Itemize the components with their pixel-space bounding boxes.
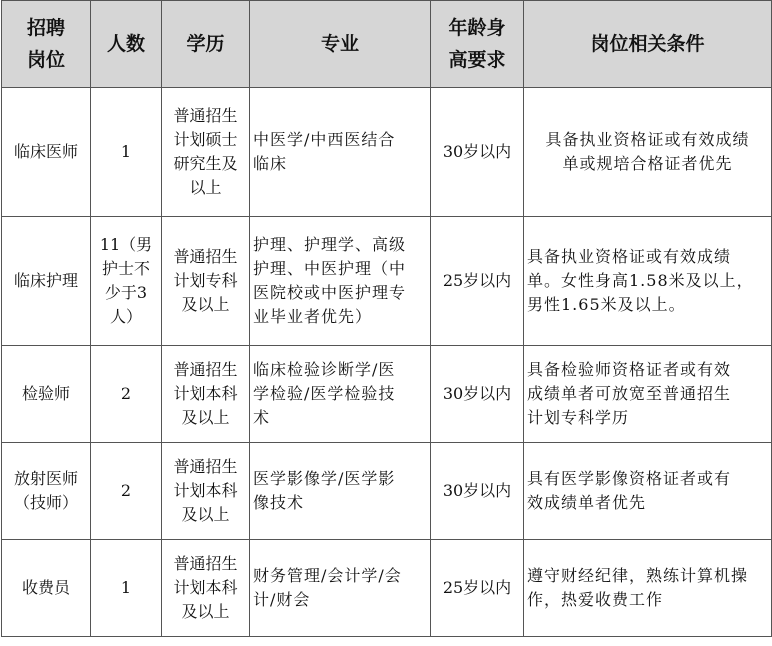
header-major: 专业 bbox=[250, 1, 431, 88]
header-education: 学历 bbox=[162, 1, 250, 88]
cell-conditions: 具备执业资格证或有效成绩 单或规培合格证者优先 bbox=[524, 88, 772, 217]
cell-age-height: 30岁以内 bbox=[431, 346, 524, 443]
cell-major: 中医学/中西医结合 临床 bbox=[250, 88, 431, 217]
cell-position: 放射医师 （技师） bbox=[2, 443, 91, 540]
cell-major: 临床检验诊断学/医 学检验/医学检验技 术 bbox=[250, 346, 431, 443]
cell-education: 普通招生 计划本科 及以上 bbox=[162, 540, 250, 637]
cell-age-height: 30岁以内 bbox=[431, 88, 524, 217]
cell-education: 普通招生 计划本科 及以上 bbox=[162, 346, 250, 443]
cell-age-height: 30岁以内 bbox=[431, 443, 524, 540]
cell-position: 收费员 bbox=[2, 540, 91, 637]
cell-conditions: 遵守财经纪律，熟练计算机操 作，热爱收费工作 bbox=[524, 540, 772, 637]
table-row bbox=[2, 540, 772, 637]
cell-major: 财务管理/会计学/会 计/财会 bbox=[250, 540, 431, 637]
recruitment-table bbox=[1, 0, 772, 637]
header-conditions: 岗位相关条件 bbox=[524, 1, 772, 88]
header-count: 人数 bbox=[91, 1, 162, 88]
cell-conditions: 具备检验师资格证者或有效 成绩单者可放宽至普通招生 计划专科学历 bbox=[524, 346, 772, 443]
cell-count: 2 bbox=[91, 443, 162, 540]
table-header-row bbox=[2, 1, 772, 88]
cell-major: 医学影像学/医学影 像技术 bbox=[250, 443, 431, 540]
cell-age-height: 25岁以内 bbox=[431, 540, 524, 637]
cell-age-height: 25岁以内 bbox=[431, 217, 524, 346]
cell-count: 1 bbox=[91, 88, 162, 217]
cell-conditions: 具有医学影像资格证者或有 效成绩单者优先 bbox=[524, 443, 772, 540]
cell-education: 普通招生 计划硕士 研究生及 以上 bbox=[162, 88, 250, 217]
cell-education: 普通招生 计划本科 及以上 bbox=[162, 443, 250, 540]
header-position: 招聘 岗位 bbox=[2, 1, 91, 88]
cell-position: 临床医师 bbox=[2, 88, 91, 217]
cell-position: 检验师 bbox=[2, 346, 91, 443]
cell-position: 临床护理 bbox=[2, 217, 91, 346]
table-row bbox=[2, 443, 772, 540]
cell-count: 11（男 护士不 少于3 人） bbox=[91, 217, 162, 346]
table-row bbox=[2, 346, 772, 443]
table-row bbox=[2, 217, 772, 346]
cell-education: 普通招生 计划专科 及以上 bbox=[162, 217, 250, 346]
header-age-height: 年龄身 高要求 bbox=[431, 1, 524, 88]
cell-major: 护理、护理学、高级 护理、中医护理（中 医院校或中医护理专 业毕业者优先） bbox=[250, 217, 431, 346]
cell-count: 2 bbox=[91, 346, 162, 443]
cell-conditions: 具备执业资格证或有效成绩 单。女性身高1.58米及以上， 男性1.65米及以上。 bbox=[524, 217, 772, 346]
cell-count: 1 bbox=[91, 540, 162, 637]
table-row bbox=[2, 88, 772, 217]
